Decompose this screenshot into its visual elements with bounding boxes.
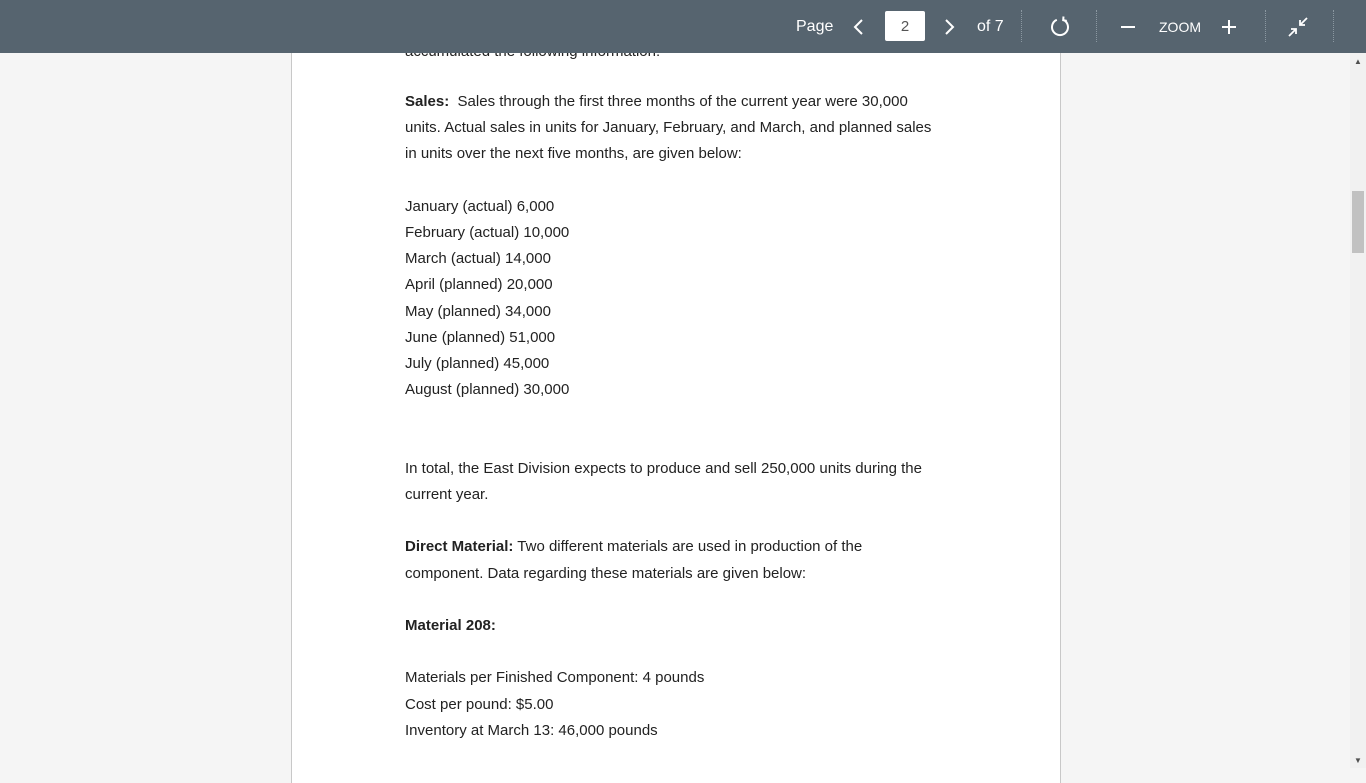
plus-icon <box>1220 18 1238 36</box>
chevron-left-icon <box>852 18 864 36</box>
toolbar-divider <box>1021 10 1022 42</box>
zoom-in-button[interactable] <box>1218 0 1240 53</box>
page-label: Page <box>796 17 834 35</box>
month-sales-item: June (planned) 51,000 <box>405 329 556 346</box>
month-sales-item: March (actual) 14,000 <box>405 250 551 267</box>
scroll-down-arrow-icon[interactable]: ▼ <box>1354 755 1362 765</box>
month-sales-item: April (planned) 20,000 <box>405 276 553 293</box>
scrollbar-thumb[interactable] <box>1352 191 1364 253</box>
sales-heading: Sales: <box>405 93 450 110</box>
rotate-button[interactable] <box>1046 0 1074 53</box>
month-sales-item: August (planned) 30,000 <box>405 381 570 398</box>
material-detail: Cost per pound: $5.00 <box>405 696 554 713</box>
rotate-icon <box>1048 15 1072 39</box>
direct-material-paragraph-line <box>405 538 862 555</box>
total-paragraph-line: current year. <box>405 486 489 503</box>
month-sales-item: January (actual) 6,000 <box>405 198 555 215</box>
exit-fullscreen-icon <box>1287 16 1309 38</box>
sales-text: Sales through the first three months of the current year were 30,000 <box>457 93 908 110</box>
zoom-label: ZOOM <box>1159 18 1201 35</box>
document-page <box>291 43 1061 783</box>
toolbar-divider <box>1333 10 1334 42</box>
viewer-toolbar <box>0 0 1366 53</box>
sales-paragraph-line: units. Actual sales in units for January, February, and March, and planned sales <box>405 119 932 136</box>
direct-material-heading: Direct Material: <box>405 538 514 555</box>
scroll-up-arrow-icon[interactable]: ▲ <box>1354 56 1362 66</box>
toolbar-divider <box>1096 10 1097 42</box>
page-count: of 7 <box>977 17 1004 35</box>
document-viewport[interactable] <box>0 53 1350 768</box>
page-number-input[interactable] <box>885 11 925 41</box>
vertical-scrollbar[interactable] <box>1350 53 1366 768</box>
material-heading: Material 208: <box>405 617 496 634</box>
material-detail: Materials per Finished Component: 4 pounds <box>405 669 705 686</box>
minus-icon <box>1119 18 1137 36</box>
exit-fullscreen-button[interactable] <box>1286 0 1310 53</box>
chevron-right-icon <box>944 18 956 36</box>
month-sales-item: February (actual) 10,000 <box>405 224 570 241</box>
month-sales-item: May (planned) 34,000 <box>405 303 551 320</box>
sales-paragraph-line: in units over the next five months, are given below: <box>405 145 742 162</box>
toolbar-divider <box>1265 10 1266 42</box>
sales-paragraph-line <box>405 93 908 110</box>
direct-material-paragraph-line: component. Data regarding these materials are given below: <box>405 565 807 582</box>
previous-page-button[interactable] <box>846 0 870 53</box>
direct-material-text: Two different materials are used in production of the <box>517 538 863 555</box>
month-sales-item: July (planned) 45,000 <box>405 355 550 372</box>
material-detail: Inventory at March 13: 46,000 pounds <box>405 722 658 739</box>
total-paragraph-line: In total, the East Division expects to produce and sell 250,000 units during the <box>405 460 922 477</box>
next-page-button[interactable] <box>938 0 962 53</box>
zoom-out-button[interactable] <box>1117 0 1139 53</box>
